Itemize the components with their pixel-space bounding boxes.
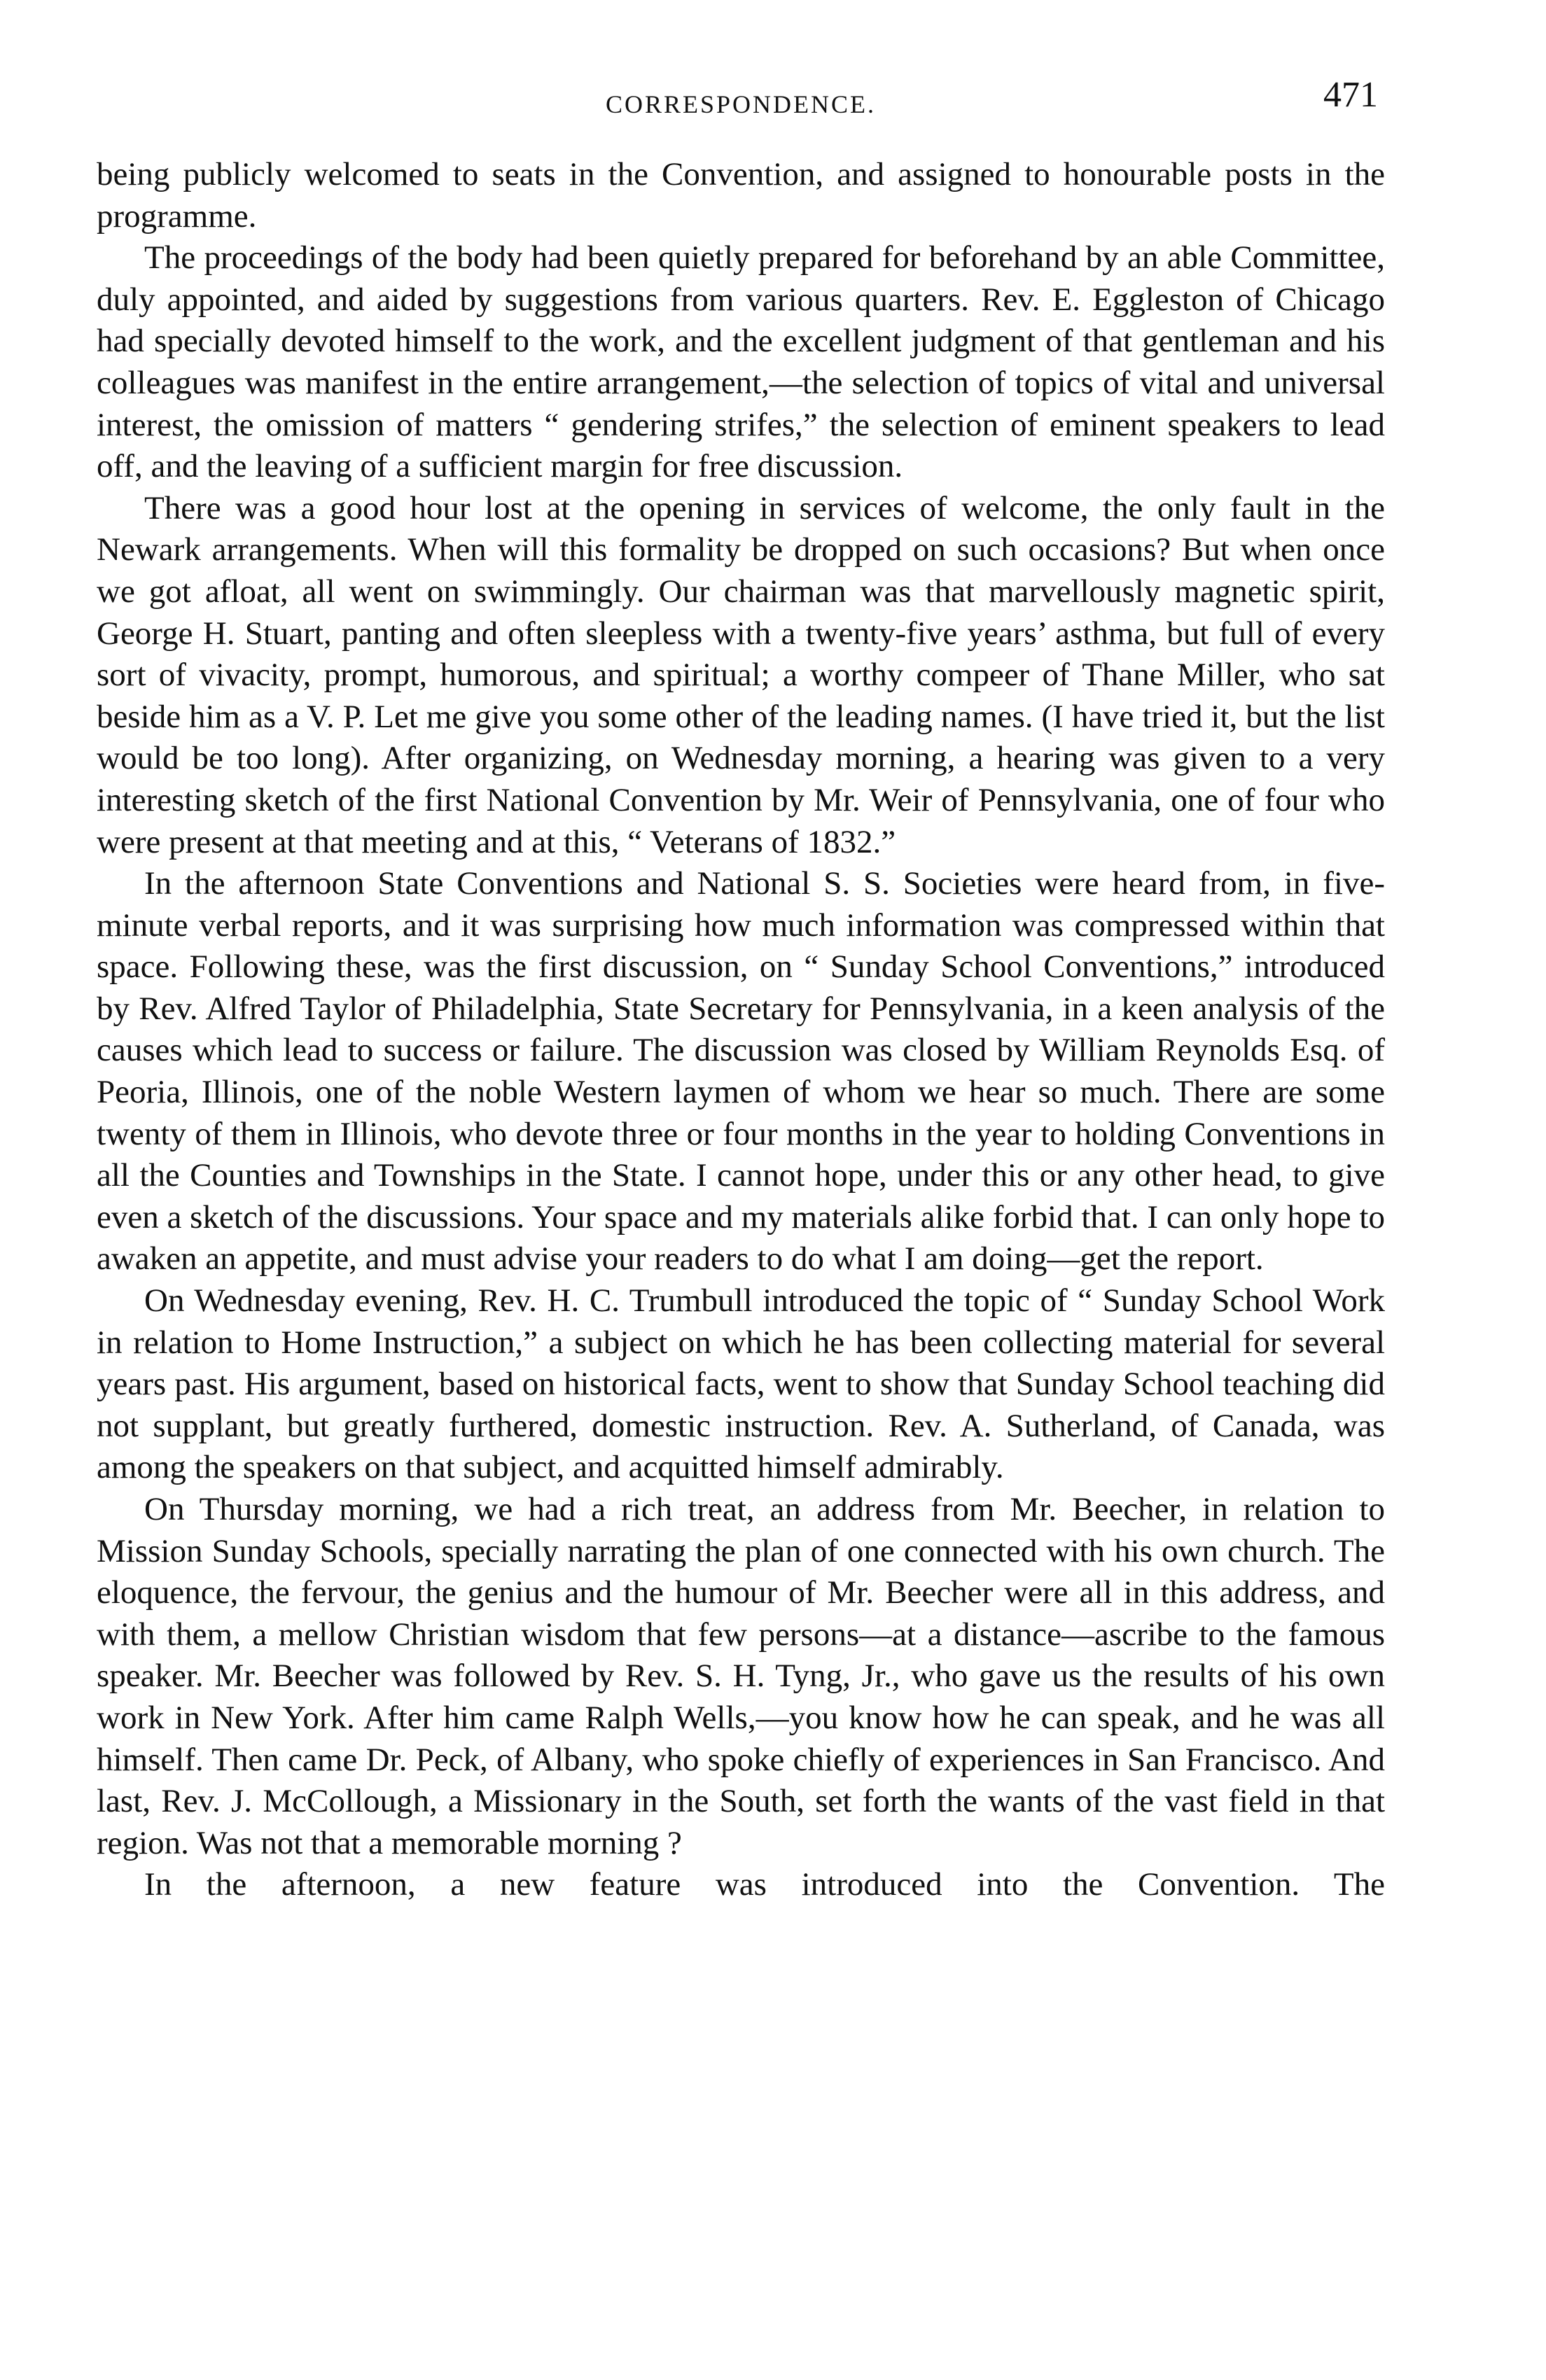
paragraph-continued: being publicly welcomed to seats in the Convention, and assigned to honourable posts in the programme. [97, 156, 1385, 234]
paragraph-afternoon-reports: In the afternoon State Conventions and National S. S. Societies were heard from, in five-minute verbal reports, and it was surprising how much information was compressed within that space. Following these, was the first discussion, on “ Sunday School Conventions,” introduced by Rev. Alfred Taylor of Philadelphia, State Secretary for Pennsylvania, in a keen analysis of the causes which lead to success or failure. The discussion was closed by William Reynolds Esq. of Peoria, Illinois, one of the noble Western laymen of whom we hear so much. There are some twenty of them in Illinois, who devote three or four months in the year to holding Conventions in all the Counties and Townships in the State. I cannot hope, under this or any other head, to give even a sketch of the discussions. Your space and my materials alike forbid that. I can only hope to awaken an appetite, and must advise your readers to do what I am doing—get the report. [97, 865, 1385, 1278]
paragraph-opening: There was a good hour lost at the opening in services of welcome, the only fault in the Newark arrangements. When will this formality be dropped on such occasions? But when once we got afloat, all went on swimmingly. Our chairman was that marvellously magnetic spirit, George H. Stuart, panting and often sleepless with a twenty-five years’ asthma, but full of every sort of vivacity, prompt, humorous, and spiritual; a worthy compeer of Thane Miller, who sat beside him as a V. P. Let me give you some other of the leading names. (I have tried it, but the list would be too long). After organizing, on Wednesday morning, a hearing was given to a very interesting sketch of the first National Convention by Mr. Weir of Pennsylvania, one of four who were present at that meeting and at this, “ Veterans of 1832.” [97, 489, 1385, 860]
paragraph-proceedings: The proceedings of the body had been quietly prepared for beforehand by an able Committee, duly appointed, and aided by suggestions from various quarters. Rev. E. Eggleston of Chicago had specially devoted himself to the work, and the excellent judgment of that gentleman and his colleagues was manifest in the entire arrangement,—the selection of topics of vital and universal interest, the omission of matters “ gendering strifes,” the selection of eminent speakers to lead off, and the leaving of a sufficient margin for free discussion. [97, 239, 1385, 485]
paragraph-thursday-morning: On Thursday morning, we had a rich treat, an address from Mr. Beecher, in relation to Mission Sunday Schools, specially narrating the plan of one connected with his own church. The eloquence, the fervour, the genius and the humour of Mr. Beecher were all in this address, and with them, a mellow Christian wisdom that few persons—at a distance—ascribe to the famous speaker. Mr. Beecher was followed by Rev. S. H. Tyng, Jr., who gave us the results of his own work in New York. After him came Ralph Wells,—you know how he can speak, and he was all himself. Then came Dr. Peck, of Albany, who spoke chiefly of experiences in San Francisco. And last, Rev. J. McCollough, a Missionary in the South, set forth the wants of the vast field in that region. Was not that a memorable morning ? [97, 1491, 1385, 1861]
page-header [97, 77, 1385, 133]
article-body [97, 154, 1385, 1906]
paragraph-afternoon-feature: In the afternoon, a new feature was introduced into the Convention. The [144, 1866, 1385, 1903]
page-number: 471 [1323, 75, 1378, 115]
book-page [97, 77, 1385, 1906]
running-head: CORRESPONDENCE. [605, 90, 877, 118]
paragraph-wednesday-evening: On Wednesday evening, Rev. H. C. Trumbull introduced the topic of “ Sunday School Work in relation to Home Instruction,” a subject on which he has been collecting material for several years past. His argument, based on historical facts, went to show that Sunday School teaching did not supplant, but greatly furthered, domestic instruction. Rev. A. Sutherland, of Canada, was among the speakers on that subject, and acquitted himself admirably. [97, 1282, 1385, 1486]
